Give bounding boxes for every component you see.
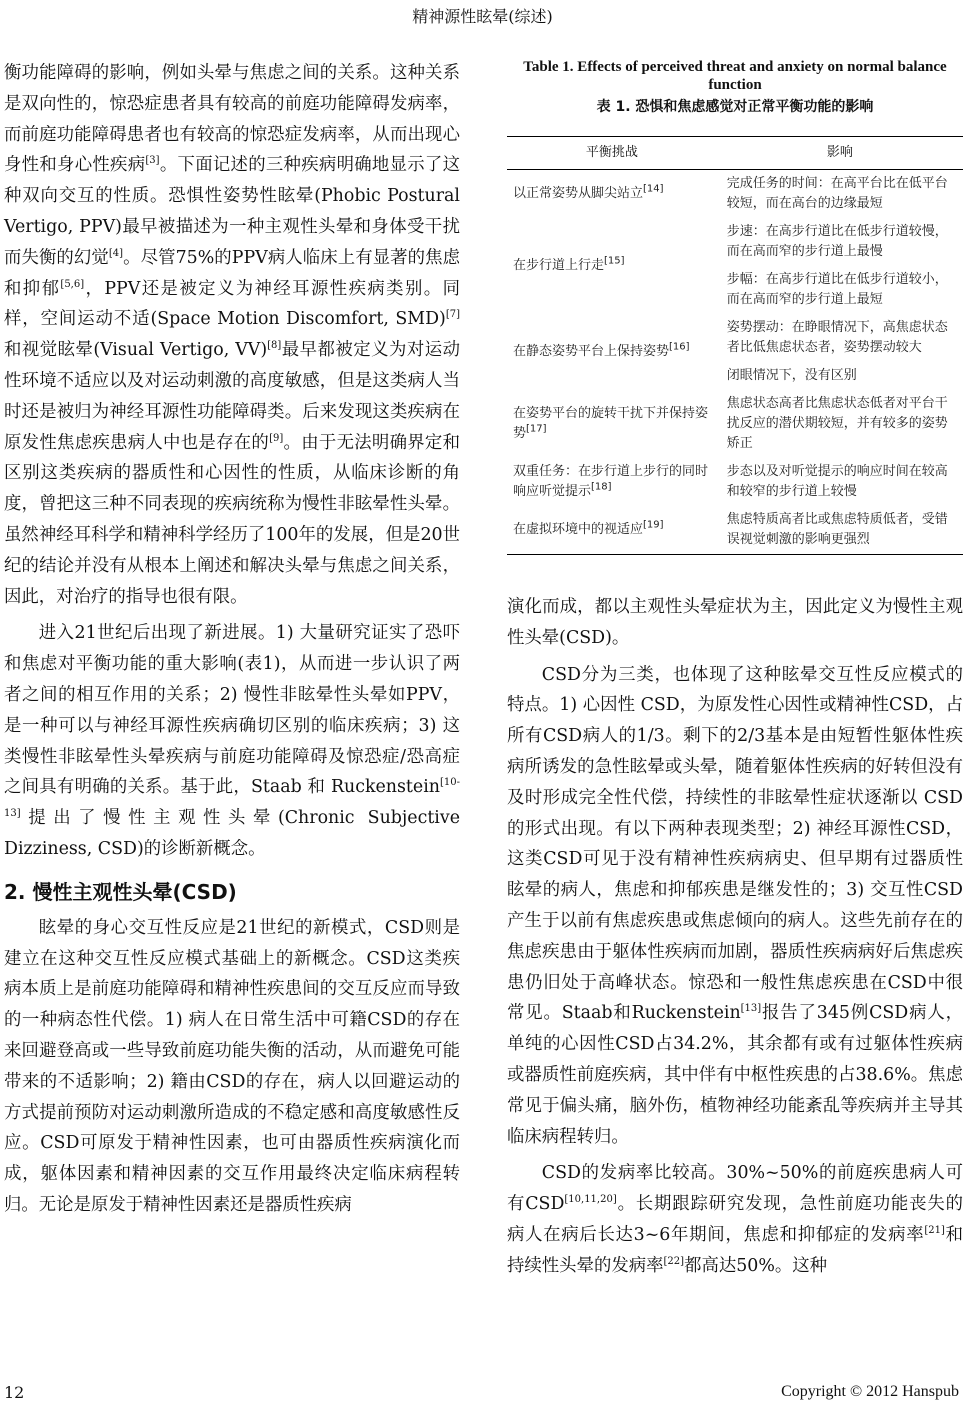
paragraph: CSD分为三类，也体现了这种眩晕交互性反应模式的特点。1) 心因性 CSD，为原发性心因性或精神性CSD，占所有CSD病人的1/3。剩下的2/3基本是由短暂性躯体性疾病所诱发的急性眩晕或头晕，随着躯体性疾病的好转但没有及时形成完全性代偿，持续性的非眩晕性症状逐渐以 CSD 的形式出现。有以下两种表现类型；2) 神经耳源性CSD，这类CSD可见于没有精神性疾病病史、但早期有过器质性眩晕的病人，焦虑和抑郁疾患是继发性的；3) 交互性CSD产生于以前有焦虑疾患或焦虑倾向的病人。这些先前存在的焦虑疾患由于躯体性疾病而加剧，器质性疾病病好后焦虑疾患仍旧处于高峰状态。惊恐和一般性焦虑疾患在CSD中很常见。Staab和Ruckenstein[13]报告了345例CSD病人，单纯的心因性CSD占34.2%，其余都有或有过躯体性疾病或器质性前庭疾病，其中伴有中枢性疾患的占38.6%。焦虑常见于偏头痛，脑外伤，植物神经功能紊乱等疾病并主导其临床病程转归。 [507,664,963,1147]
page-number: 12 [4,1383,25,1402]
effects-table [507,136,963,555]
citation[interactable]: [15] [604,255,625,267]
citation[interactable]: [4] [108,247,124,259]
citation[interactable]: [17] [526,423,547,435]
challenge-cell: 在步行道上行走[15] [513,255,625,273]
table-caption-en: Table 1. Effects of perceived threat and anxiety on normal balance function [523,59,947,93]
citation[interactable]: [14] [643,183,664,195]
citation[interactable]: [21] [924,1225,945,1237]
challenge-cell: 在静态姿势平台上保持姿势[16] [513,341,690,359]
effect-cell: 焦虑特质高者比或焦虑特质低者，受错误视觉刺激的影响更强烈 [726,512,948,547]
effect-cell: 闭眼情况下，没有区别 [726,368,857,383]
effect-cell: 姿势摆动：在睁眼情况下，高焦虑状态者比低焦虑状态者，姿势摆动较大 [726,320,948,355]
effect-cell: 焦虑状态高者比焦虑状态低者对平台干扰反应的潜伏期较短，并有较多的姿势矫正 [726,396,948,451]
citation[interactable]: [10-13] [4,777,460,820]
table-row [507,506,963,555]
table-caption-zh: 表 1. 恐惧和焦虑感觉对正常平衡功能的影响 [596,99,874,115]
citation[interactable]: [5,6] [60,278,85,290]
paragraph: 进入21世纪后出现了新进展。1) 大量研究证实了恐吓和焦虑对平衡功能的重大影响(表1)，从而进一步认识了两者之间的相互作用的关系；2) 慢性非眩晕性头晕如PPV，是一种可以与神经耳源性疾病确切区别的临床疾病；3) 这类慢性非眩晕性头晕疾病与前庭功能障碍及惊恐症/恐高症之间具有明确的关系。基于此，Staab 和 Ruckenstein[10-13]提出了慢性主观性头晕(Chronic Subjective Dizziness, CSD)的诊断新概念。 [4,623,460,859]
right-column [507,592,963,1282]
challenge-cell: 在虚拟环境中的视适应[19] [513,519,664,537]
paragraph: CSD的发病率比较高。30%~50%的前庭疾患病人可有CSD[10,11,20]。长期跟踪研究发现，急性前庭功能丧失的病人在病后长达3~6年期间，焦虑和抑郁症的发病率[21]和持续性头晕的发病率[22]都高达50%。这种 [507,1163,963,1276]
citation[interactable]: [8] [267,340,282,352]
table-1 [507,58,963,555]
citation[interactable]: [13] [740,1003,762,1015]
citation[interactable]: [19] [643,519,664,531]
challenge-cell: 在姿势平台的旋转干扰下并保持姿势[17] [513,406,709,441]
challenge-cell: 双重任务：在步行道上步行的同时响应听觉提示[18] [513,464,709,499]
challenge-cell: 以正常姿势从脚尖站立[14] [513,183,664,201]
paragraph: 衡功能障碍的影响，例如头晕与焦虑之间的关系。这种关系是双向性的，惊恐症患者具有较高的前庭功能障碍发病率，而前庭功能障碍患者也有较高的惊恐症发病率，从而出现心身性和身心性疾病[3]。下面记述的三种疾病明确地显示了这种双向交互的性质。恐惧性姿势性眩晕(Phobic Postural Vertigo, PPV)最早被描述为一种主观性头晕和身体受干扰而失衡的幻觉[4]。尽管75%的PPV病人临床上有显著的焦虑和抑郁[5,6]，PPV还是被定义为神经耳源性疾病类别。同样，空间运动不适(Space Motion Discomfort, SMD)[7]和视觉眩晕(Visual Vertigo, VV)[8]最早都被定义为对运动性环境不适应以及对运动刺激的高度敏感，但是这类病人当时还是被归为神经耳源性功能障碍类。后来发现这类疾病在原发性焦虑疾患病人中也是存在的[9]。由于无法明确界定和区别这类疾病的器质性和心因性的性质，从临床诊断的角度，曾把这三种不同表现的疾病统称为慢性非眩晕性头晕。虽然神经耳科学和精神科学经历了100年的发展，但是20世纪的结论并没有从根本上阐述和解决头晕与焦虑之间关系，因此，对治疗的指导也很有限。 [4,63,460,607]
citation[interactable]: [18] [591,481,612,493]
table-row [507,218,963,266]
citation[interactable]: [22] [663,1255,685,1267]
running-title: 精神源性眩晕(综述) [412,7,553,26]
effect-cell: 步幅：在高步行道比在低步行道较小，而在高而窄的步行道上最短 [726,272,948,307]
paragraph: 演化而成，都以主观性头晕症状为主，因此定义为慢性主观性头晕(CSD)。 [507,597,963,648]
section-heading: 2. 慢性主观性头晕(CSD) [4,879,237,904]
effect-cell: 步速：在高步行道比在低步行道较慢，而在高而窄的步行道上最慢 [726,224,948,259]
table-row [507,458,963,506]
table-row [507,390,963,458]
effect-cell: 完成任务的时间：在高平台比在低平台较短，而在高台的边缘最短 [726,176,948,211]
citation[interactable]: [9] [269,432,284,444]
table-header: 平衡挑战 [507,137,717,170]
effect-cell: 步态以及对听觉提示的响应时间在较高和较窄的步行道上较慢 [726,464,948,499]
copyright-notice: Copyright © 2012 Hanspub [781,1383,959,1400]
citation[interactable]: [16] [669,341,690,353]
table-header: 影响 [717,137,963,170]
citation[interactable]: [10,11,20] [564,1194,617,1206]
paragraph: 眩晕的身心交互性反应是21世纪的新模式，CSD则是建立在这种交互性反应模式基础上的新概念。CSD这类疾病本质上是前庭功能障碍和精神性疾患间的交互反应而导致的一种病态性代偿。1) 病人在日常生活中可籍CSD的存在来回避登高或一些导致前庭功能失衡的活动，从而避免可能带来的不适影响；2) 籍由CSD的存在，病人以回避运动的方式提前预防对运动刺激所造成的不稳定感和高度敏感性反应。CSD可原发于精神性因素，也可由器质性疾病演化而成，躯体因素和精神因素的交互作用最终决定临床病程转归。无论是原发于精神性因素还是器质性疾病 [4,917,460,1215]
table-row [507,170,963,219]
citation[interactable]: [3] [145,155,160,167]
left-column [4,58,460,1221]
table-row [507,314,963,362]
citation[interactable]: [7] [445,309,460,321]
